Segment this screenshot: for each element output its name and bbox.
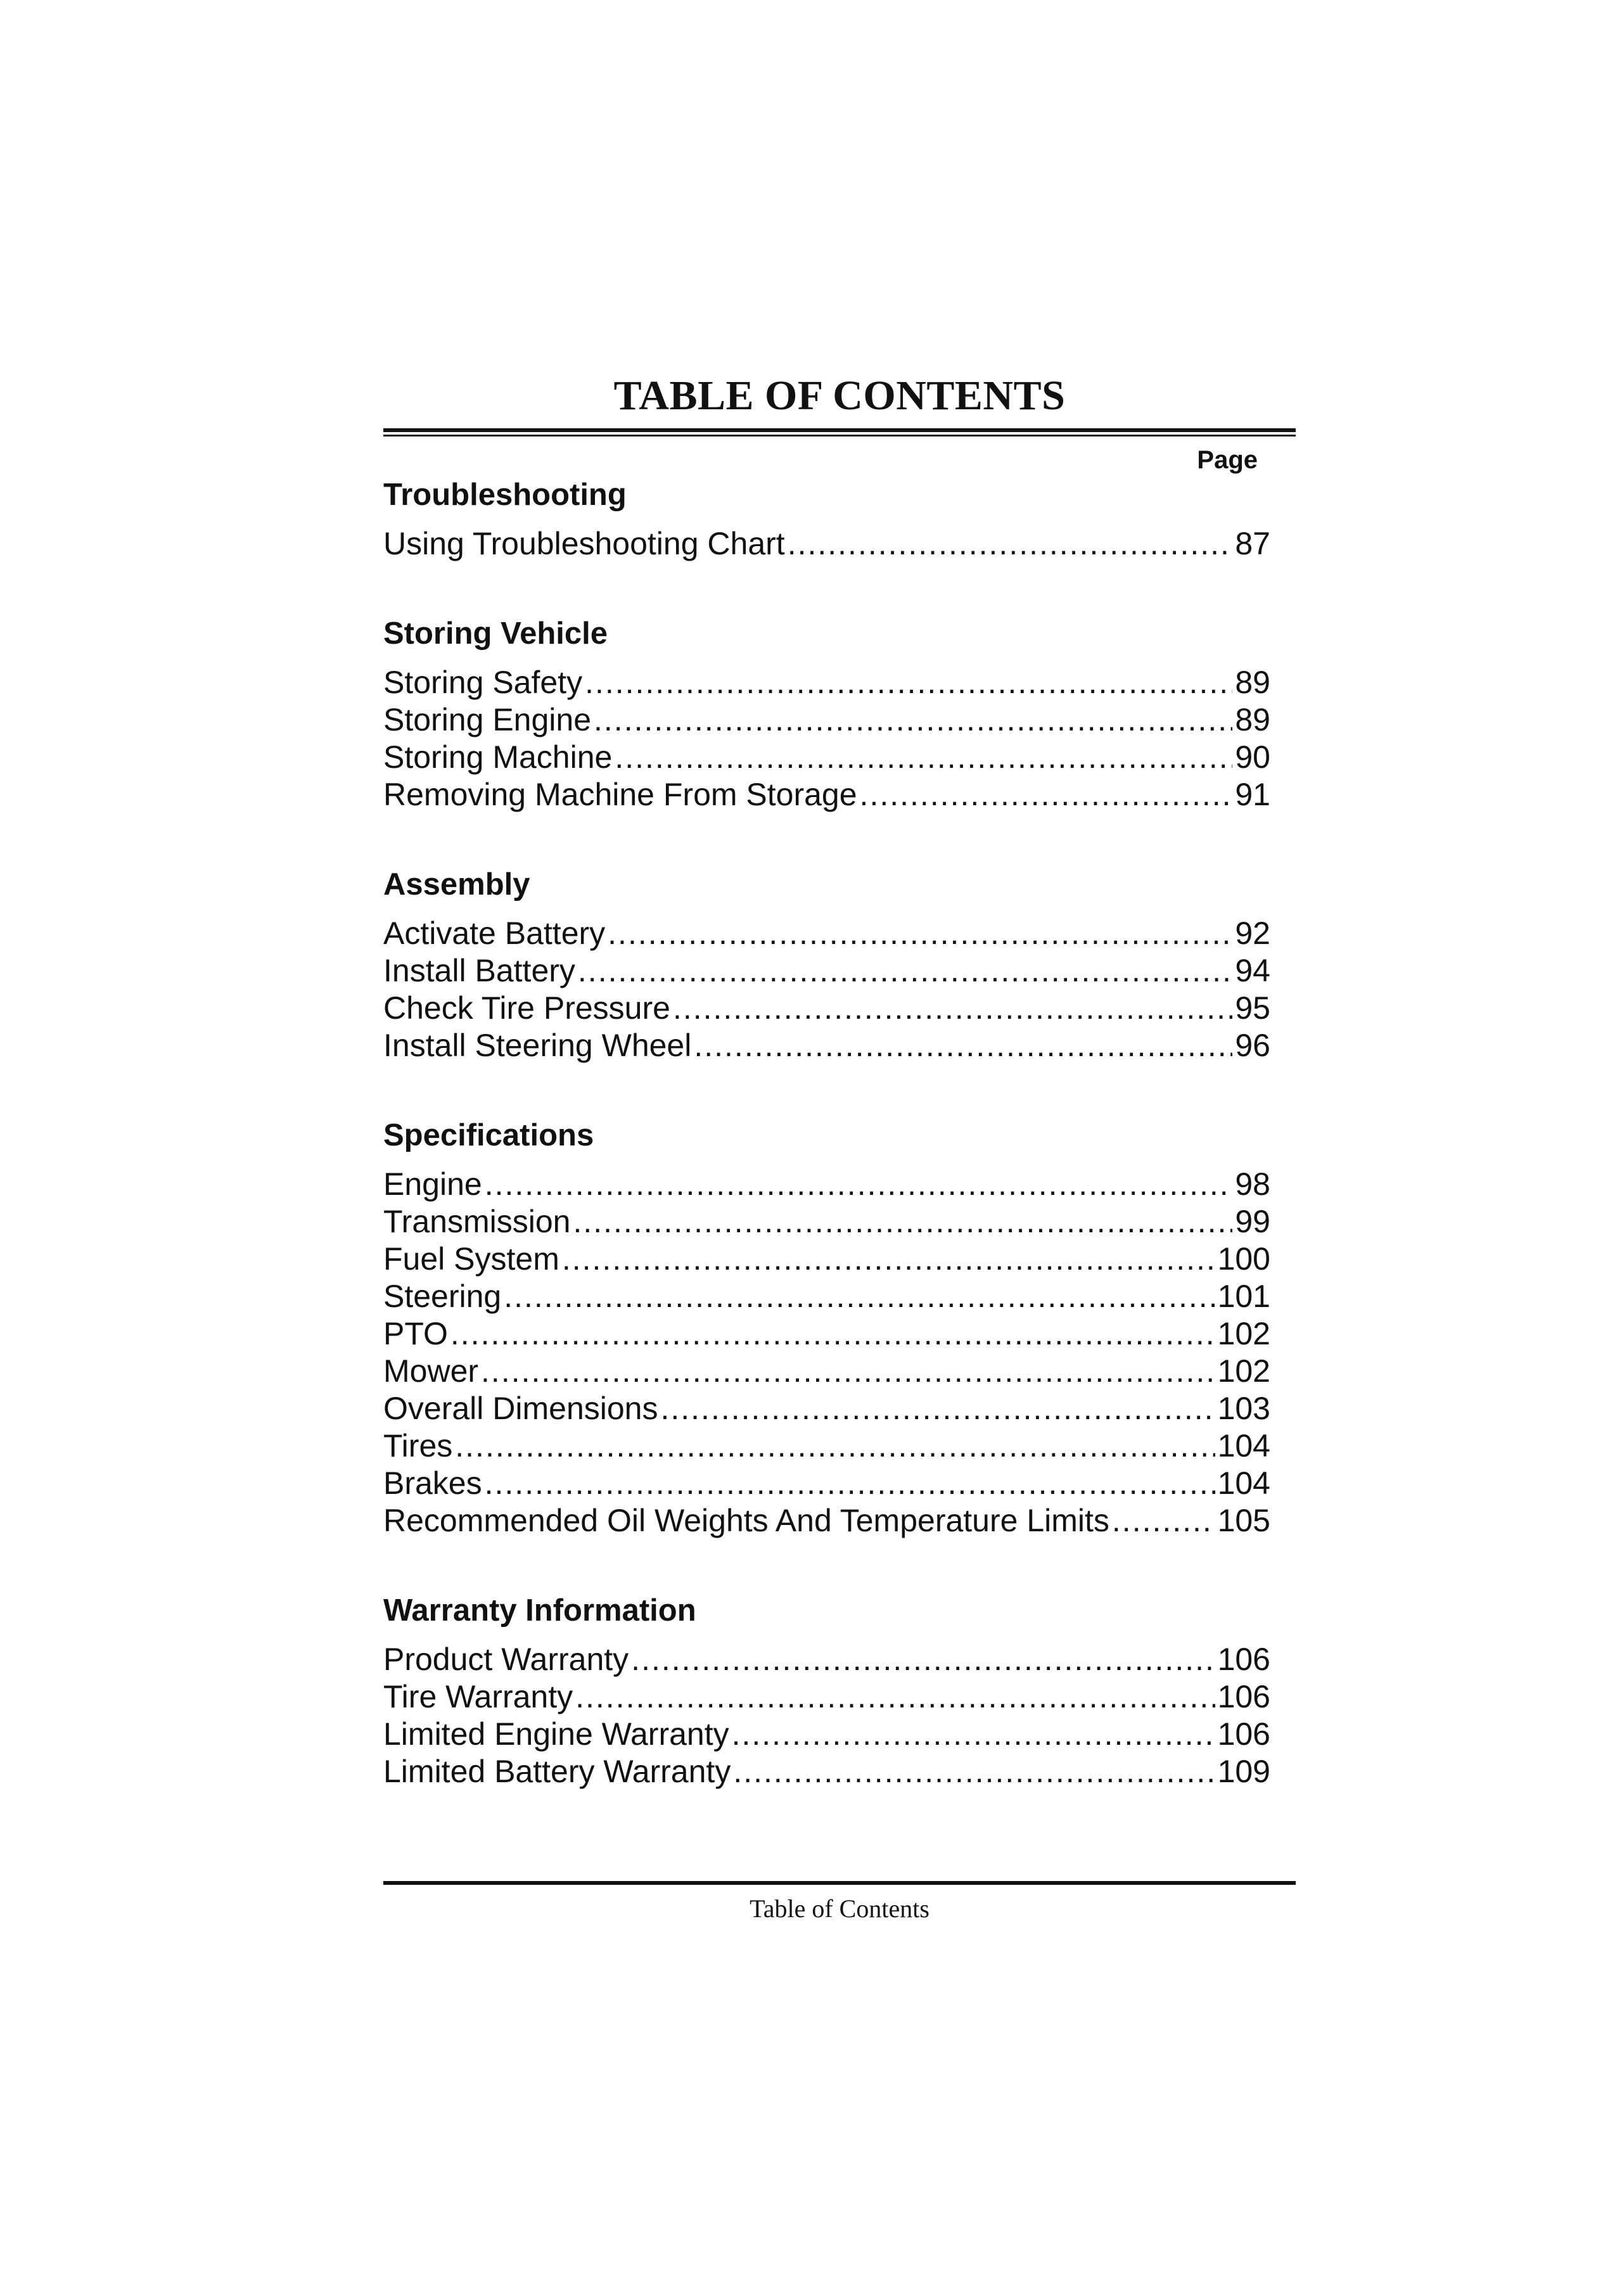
section-gap — [383, 813, 1270, 865]
toc-entry-page-number: 92 — [1235, 915, 1270, 951]
toc-entry-page-number: 102 — [1217, 1353, 1270, 1389]
toc-entry-label: Tires — [383, 1428, 453, 1464]
footer-text: Table of Contents — [750, 1894, 929, 1923]
toc-entry-page-number: 95 — [1235, 990, 1270, 1026]
toc-entry-page-number: 94 — [1235, 953, 1270, 988]
toc-entry-label: Engine — [383, 1166, 482, 1202]
toc-entry-page-number: 106 — [1217, 1642, 1270, 1677]
toc-entry-page-number: 106 — [1217, 1716, 1270, 1752]
toc-entry[interactable] — [383, 1278, 1270, 1315]
toc-entry-label: Brakes — [383, 1465, 482, 1501]
toc-entry-page-number: 103 — [1217, 1391, 1270, 1426]
toc-entry-page-number: 99 — [1235, 1204, 1270, 1239]
toc-entry[interactable] — [383, 525, 1270, 563]
toc-entry[interactable] — [383, 1315, 1270, 1353]
toc-entry-label: Install Battery — [383, 953, 575, 988]
toc-entry-label: Install Steering Wheel — [383, 1028, 692, 1063]
section-heading: Specifications — [383, 1118, 594, 1152]
toc-entry-label: Steering — [383, 1279, 502, 1314]
dot-leader — [450, 1315, 1215, 1353]
dot-leader — [733, 1753, 1215, 1790]
toc-entry[interactable] — [383, 1716, 1270, 1753]
toc-entry-label: Overall Dimensions — [383, 1391, 658, 1426]
toc-entry-label: Limited Engine Warranty — [383, 1716, 729, 1752]
dot-leader — [608, 915, 1232, 952]
toc-entry-page-number: 89 — [1235, 665, 1270, 700]
toc-entry[interactable] — [383, 1166, 1270, 1203]
toc-sections — [383, 476, 1270, 1790]
dot-leader — [575, 1678, 1215, 1716]
toc-entry[interactable] — [383, 701, 1270, 739]
dot-leader — [594, 701, 1232, 739]
toc-entry-page-number: 89 — [1235, 702, 1270, 737]
toc-entry-label: Fuel System — [383, 1241, 559, 1277]
toc-section — [383, 476, 1270, 563]
dot-leader — [860, 776, 1233, 813]
toc-entry-page-number: 104 — [1217, 1428, 1270, 1464]
toc-entry[interactable] — [383, 990, 1270, 1027]
dot-leader — [615, 739, 1232, 776]
toc-body — [383, 444, 1270, 1790]
toc-entry-page-number: 100 — [1217, 1241, 1270, 1277]
toc-entry[interactable] — [383, 915, 1270, 952]
toc-entry-page-number: 109 — [1217, 1754, 1270, 1789]
toc-entry-label: Recommended Oil Weights And Temperature Limits — [383, 1503, 1109, 1538]
toc-section — [383, 865, 1270, 1064]
section-heading: Warranty Information — [383, 1593, 696, 1628]
toc-entry-page-number: 87 — [1235, 526, 1270, 561]
toc-entry-label: Limited Battery Warranty — [383, 1754, 731, 1789]
toc-entry[interactable] — [383, 1390, 1270, 1427]
toc-entry-label: Storing Safety — [383, 665, 583, 700]
section-gap — [383, 1540, 1270, 1591]
section-heading: Storing Vehicle — [383, 616, 608, 651]
dot-leader — [673, 990, 1232, 1027]
toc-entry-page-number: 102 — [1217, 1316, 1270, 1351]
dot-leader — [562, 1240, 1215, 1278]
dot-leader — [585, 664, 1232, 701]
toc-entry[interactable] — [383, 1203, 1270, 1240]
toc-entry-page-number: 98 — [1235, 1166, 1270, 1202]
section-gap — [383, 563, 1270, 615]
toc-entry[interactable] — [383, 776, 1270, 813]
toc-entry-label: Product Warranty — [383, 1642, 629, 1677]
dot-leader — [732, 1716, 1215, 1753]
toc-entry-page-number: 106 — [1217, 1679, 1270, 1714]
toc-entry-page-number: 104 — [1217, 1465, 1270, 1501]
toc-entry[interactable] — [383, 1502, 1270, 1540]
toc-entry-label: Storing Engine — [383, 702, 592, 737]
dot-leader — [481, 1353, 1215, 1390]
dot-leader — [694, 1027, 1232, 1064]
toc-entry-page-number: 91 — [1235, 777, 1270, 812]
toc-entry[interactable] — [383, 1027, 1270, 1064]
toc-entry-page-number: 90 — [1235, 739, 1270, 775]
page-title: TABLE OF CONTENTS — [613, 373, 1066, 419]
toc-entry[interactable] — [383, 1240, 1270, 1278]
toc-entry[interactable] — [383, 1641, 1270, 1678]
page-column-label: Page — [1197, 446, 1258, 474]
toc-entry-label: Check Tire Pressure — [383, 990, 670, 1026]
dot-leader — [578, 952, 1232, 990]
toc-entry-label: Mower — [383, 1353, 479, 1389]
toc-entry-label: PTO — [383, 1316, 448, 1351]
section-gap — [383, 1064, 1270, 1116]
toc-section — [383, 1116, 1270, 1540]
dot-leader — [455, 1427, 1215, 1465]
dot-leader — [573, 1203, 1232, 1240]
toc-section — [383, 615, 1270, 813]
toc-entry-label: Activate Battery — [383, 915, 606, 951]
dot-leader — [1112, 1502, 1215, 1540]
toc-entry[interactable] — [383, 952, 1270, 990]
dot-leader — [504, 1278, 1215, 1315]
toc-entry[interactable] — [383, 1427, 1270, 1465]
toc-entry-page-number: 105 — [1217, 1503, 1270, 1538]
toc-entry[interactable] — [383, 1678, 1270, 1716]
footer-rule — [383, 1881, 1296, 1885]
toc-page — [383, 367, 1296, 1790]
toc-entry[interactable] — [383, 739, 1270, 776]
toc-entry[interactable] — [383, 664, 1270, 701]
dot-leader — [631, 1641, 1215, 1678]
toc-entry[interactable] — [383, 1753, 1270, 1790]
toc-entry[interactable] — [383, 1353, 1270, 1390]
toc-entry-label: Transmission — [383, 1204, 571, 1239]
toc-entry-label: Removing Machine From Storage — [383, 777, 857, 812]
toc-entry-label: Storing Machine — [383, 739, 613, 775]
title-double-rule — [383, 428, 1296, 437]
dot-leader — [660, 1390, 1215, 1427]
section-heading: Troubleshooting — [383, 478, 627, 512]
dot-leader — [485, 1465, 1215, 1502]
toc-entry-page-number: 96 — [1235, 1028, 1270, 1063]
dot-leader — [788, 525, 1233, 563]
toc-section — [383, 1591, 1270, 1790]
toc-entry-page-number: 101 — [1217, 1279, 1270, 1314]
toc-entry-label: Using Troubleshooting Chart — [383, 526, 785, 561]
section-heading: Assembly — [383, 867, 530, 902]
toc-entry[interactable] — [383, 1465, 1270, 1502]
dot-leader — [485, 1166, 1233, 1203]
toc-entry-label: Tire Warranty — [383, 1679, 573, 1714]
